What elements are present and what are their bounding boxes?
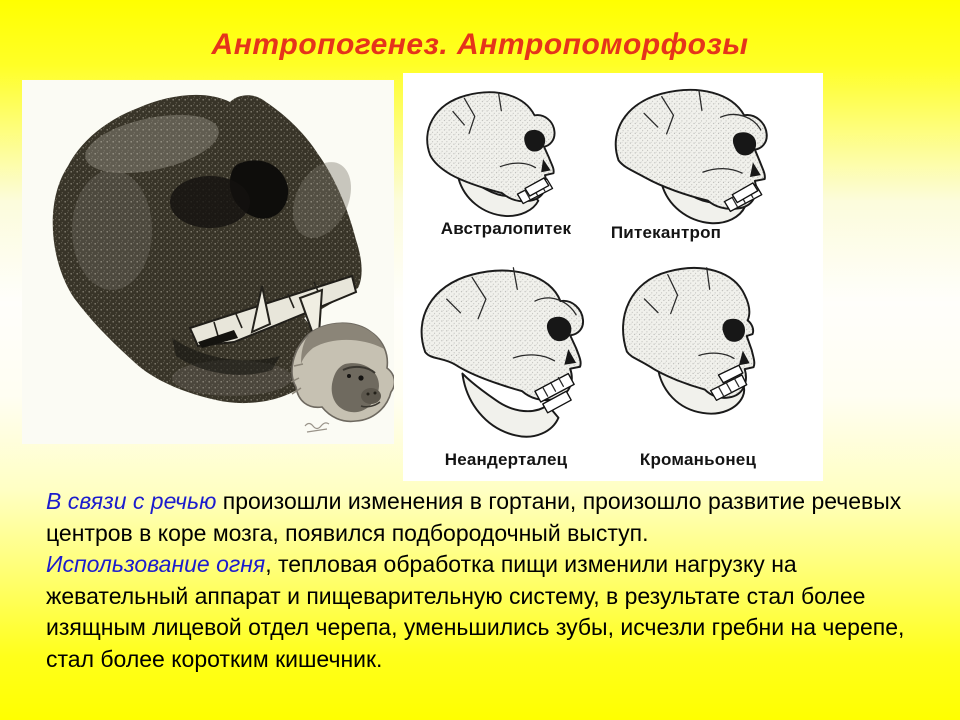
label-neanderthal: Неандерталец [444, 450, 568, 469]
fire-highlight: Использование огня [46, 551, 266, 577]
australopithecus-skull-drawing [415, 81, 581, 219]
label-australopithecus: Австралопитек [440, 219, 572, 238]
ape-skull-photo-panel [22, 80, 394, 444]
paragraph-fire [46, 549, 930, 675]
fire-text: , тепловая обработка пищи изменили нагрузку на жевательный аппарат и пищеварительную систему, в результате стал более изящным лицевой отдел черепа, уменьшились зубы, исчезли гребни на черепе, стал более коротким кишечник. [46, 551, 905, 672]
label-pithecanthropus: Питекантроп [610, 223, 722, 242]
speech-text: произошли изменения в гортани, произошло развитие речевых центров в коре мозга, появился подбородочный выступ. [46, 488, 902, 546]
ape-skull-photo [22, 80, 394, 444]
slide-body-text [46, 486, 930, 675]
neanderthal-skull-drawing [411, 256, 603, 452]
slide-title: Антропогенез. Антропоморфозы [211, 28, 749, 61]
speech-highlight: В связи с речью [46, 488, 217, 514]
label-cromagnon: Кроманьонец [639, 450, 757, 469]
cromagnon-skull-drawing [608, 260, 786, 450]
paragraph-speech [46, 486, 930, 549]
hominid-skulls-panel [403, 73, 823, 481]
pithecanthropus-skull-drawing [603, 78, 793, 230]
